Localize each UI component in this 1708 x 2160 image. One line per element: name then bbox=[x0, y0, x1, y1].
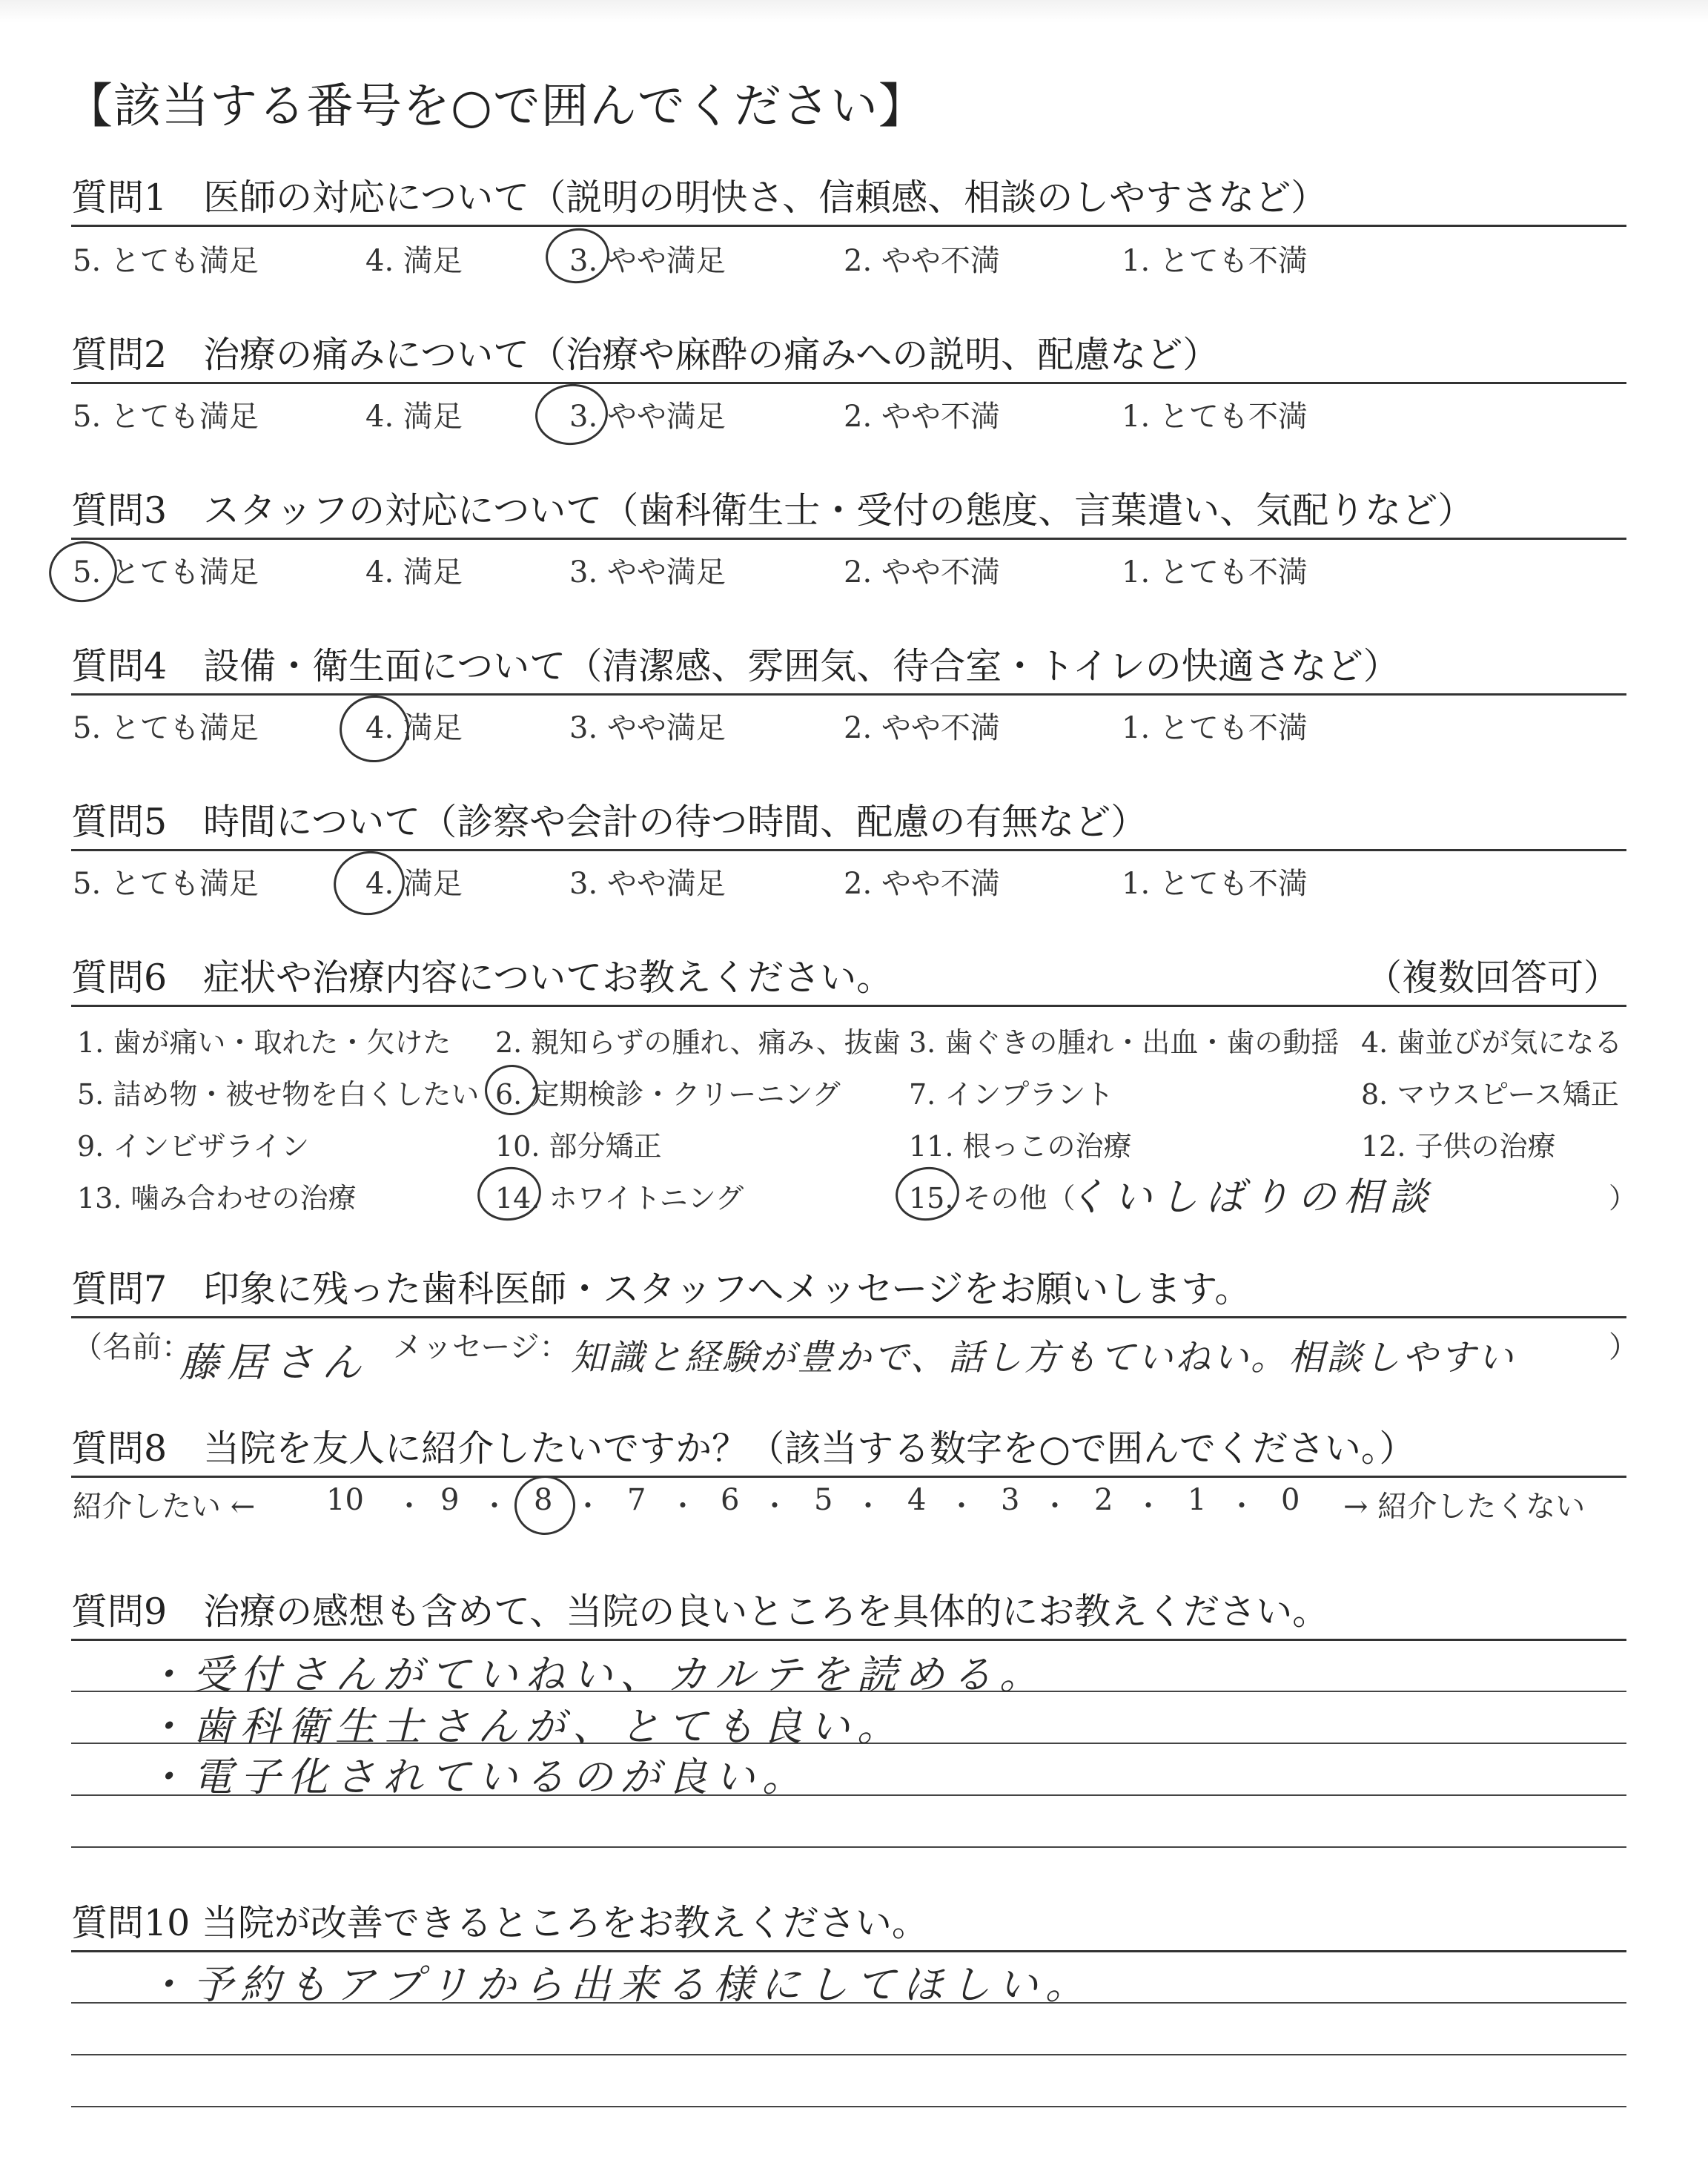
q6-item-6[interactable]: 6. 定期検診・クリーニング bbox=[495, 1078, 841, 1111]
q6-item-4[interactable]: 4. 歯並びが気になる bbox=[1361, 1026, 1623, 1059]
q6-item-1[interactable]: 1. 歯が痛い・取れた・欠けた bbox=[77, 1026, 451, 1059]
q8-scale-10[interactable]: 10 bbox=[326, 1483, 364, 1517]
q8-scale-8[interactable]: 8 bbox=[534, 1483, 553, 1517]
q2-option-2[interactable]: 2. やや不満 bbox=[844, 400, 1000, 434]
q4-option-3[interactable]: 3. やや満足 bbox=[569, 711, 726, 745]
q1-option-2[interactable]: 2. やや不満 bbox=[844, 244, 1000, 278]
q7-name-label: （名前： bbox=[73, 1330, 191, 1364]
q9-title: 質問9 治療の感想も含めて、当院の良いところを具体的にお教えください。 bbox=[71, 1591, 1329, 1633]
q7-rule bbox=[71, 1316, 1626, 1318]
q8-dot: ・ bbox=[1228, 1490, 1257, 1522]
q8-dot: ・ bbox=[761, 1490, 790, 1522]
q9-rule bbox=[71, 1639, 1626, 1641]
q3-option-1[interactable]: 1. とても不満 bbox=[1122, 555, 1308, 589]
q2-selection-circle bbox=[532, 380, 611, 449]
q3-rule bbox=[71, 538, 1626, 540]
q9-answer-3[interactable]: ・電子化されているのが良い。 bbox=[145, 1754, 810, 1800]
q8-dot: ・ bbox=[480, 1490, 509, 1522]
scan-top-band bbox=[0, 0, 1708, 22]
q8-scale-5[interactable]: 5 bbox=[814, 1483, 833, 1517]
q2-option-3[interactable]: 3. やや満足 bbox=[569, 400, 726, 434]
page-title: 【該当する番号を○で囲んでください】 bbox=[65, 79, 927, 134]
q3-option-5[interactable]: 5. とても満足 bbox=[73, 555, 259, 589]
q5-option-3[interactable]: 3. やや満足 bbox=[569, 867, 726, 901]
q4-option-1[interactable]: 1. とても不満 bbox=[1122, 711, 1308, 745]
q6-title: 質問6 症状や治療内容についてお教えください。 bbox=[71, 957, 893, 999]
q3-option-2[interactable]: 2. やや不満 bbox=[844, 555, 1000, 589]
q8-dot: ・ bbox=[1041, 1490, 1070, 1522]
q10-answer-line bbox=[71, 2054, 1626, 2055]
q9-answer-line bbox=[71, 1846, 1626, 1848]
q8-scale-1[interactable]: 1 bbox=[1188, 1483, 1207, 1517]
q5-selection-circle bbox=[328, 845, 409, 920]
q6-item-15[interactable]: 15. その他（ bbox=[909, 1182, 1076, 1215]
q8-dot: ・ bbox=[395, 1490, 424, 1522]
q8-scale-9[interactable]: 9 bbox=[440, 1483, 460, 1517]
q4-rule bbox=[71, 693, 1626, 696]
q5-rule bbox=[71, 849, 1626, 851]
q9-answer-2[interactable]: ・歯科衛生士さんが、とても良い。 bbox=[145, 1703, 904, 1750]
q8-scale-0[interactable]: 0 bbox=[1281, 1483, 1300, 1517]
q3-option-3[interactable]: 3. やや満足 bbox=[569, 555, 726, 589]
q6-rule bbox=[71, 1005, 1626, 1007]
q6-other-handwritten[interactable]: くいしばりの相談 bbox=[1068, 1175, 1436, 1220]
q9-answer-1[interactable]: ・受付さんがていねい、カルテを読める。 bbox=[145, 1651, 1047, 1698]
q5-option-1[interactable]: 1. とても不満 bbox=[1122, 867, 1308, 901]
q2-title: 質問2 治療の痛みについて（治療や麻酔の痛みへの説明、配慮など） bbox=[71, 334, 1219, 376]
q5-option-5[interactable]: 5. とても満足 bbox=[73, 867, 259, 901]
q8-title: 質問8 当院を友人に紹介したいですか？（該当する数字を○で囲んでください。） bbox=[71, 1427, 1416, 1470]
q1-title: 質問1 医師の対応について（説明の明快さ、信頼感、相談のしやすさなど） bbox=[71, 176, 1328, 219]
q8-scale-6[interactable]: 6 bbox=[721, 1483, 740, 1517]
q6-item-3[interactable]: 3. 歯ぐきの腫れ・出血・歯の動揺 bbox=[909, 1026, 1340, 1059]
q8-scale-2[interactable]: 2 bbox=[1094, 1483, 1113, 1517]
q6-item-14[interactable]: 14. ホワイトニング bbox=[495, 1182, 744, 1215]
q7-message-handwritten[interactable]: 知識と経験が豊かで、話し方もていねい。相談しやすい bbox=[571, 1337, 1516, 1378]
q8-selection-circle bbox=[512, 1473, 578, 1538]
q4-title: 質問4 設備・衛生面について（清潔感、雰囲気、待合室・トイレの快適さなど） bbox=[71, 645, 1400, 687]
q1-option-3[interactable]: 3. やや満足 bbox=[569, 244, 726, 278]
q3-option-4[interactable]: 4. 満足 bbox=[365, 555, 463, 589]
q4-option-4[interactable]: 4. 満足 bbox=[365, 711, 463, 745]
q6-item-13[interactable]: 13. 噛み合わせの治療 bbox=[77, 1182, 357, 1215]
q8-scale-7[interactable]: 7 bbox=[627, 1483, 646, 1517]
q1-option-5[interactable]: 5. とても満足 bbox=[73, 244, 259, 278]
q8-dot: ・ bbox=[947, 1490, 976, 1522]
q1-option-1[interactable]: 1. とても不満 bbox=[1122, 244, 1308, 278]
q10-rule bbox=[71, 1950, 1626, 1952]
q2-option-5[interactable]: 5. とても満足 bbox=[73, 400, 259, 434]
q6-item-8[interactable]: 8. マウスピース矯正 bbox=[1361, 1078, 1619, 1111]
q8-dot: ・ bbox=[669, 1490, 698, 1522]
q8-dot: ・ bbox=[1134, 1490, 1163, 1522]
q6-item-5[interactable]: 5. 詰め物・被せ物を白くしたい bbox=[77, 1078, 480, 1111]
q8-right-label: → 紹介したくない bbox=[1343, 1490, 1586, 1524]
q8-dot: ・ bbox=[574, 1490, 603, 1522]
q4-selection-circle bbox=[334, 690, 414, 768]
q5-title: 質問5 時間について（診察や会計の待つ時間、配慮の有無など） bbox=[71, 801, 1148, 843]
q8-scale-3[interactable]: 3 bbox=[1001, 1483, 1020, 1517]
q6-other-close-paren: ） bbox=[1609, 1182, 1638, 1215]
q8-scale-4[interactable]: 4 bbox=[907, 1483, 927, 1517]
q7-message-label: メッセージ： bbox=[393, 1330, 569, 1364]
q6-item-7[interactable]: 7. インプラント bbox=[909, 1078, 1114, 1111]
q10-title: 質問10 当院が改善できるところをお教えください。 bbox=[71, 1902, 928, 1944]
q8-left-label: 紹介したい ← bbox=[73, 1490, 256, 1524]
q6-note: （複数回答可） bbox=[1366, 957, 1621, 999]
q2-option-1[interactable]: 1. とても不満 bbox=[1122, 400, 1308, 434]
q5-option-2[interactable]: 2. やや不満 bbox=[844, 867, 1000, 901]
q8-rule bbox=[71, 1476, 1626, 1478]
q6-item-12[interactable]: 12. 子供の治療 bbox=[1361, 1130, 1556, 1163]
q7-name-handwritten[interactable]: 藤居さん bbox=[179, 1339, 369, 1386]
q3-selection-circle bbox=[44, 536, 122, 608]
q7-close-paren: ） bbox=[1609, 1330, 1638, 1364]
q6-item-2[interactable]: 2. 親知らずの腫れ、痛み、抜歯 bbox=[495, 1026, 901, 1059]
q10-answer-line bbox=[71, 2106, 1626, 2107]
q2-option-4[interactable]: 4. 満足 bbox=[365, 400, 463, 434]
q1-option-4[interactable]: 4. 満足 bbox=[365, 244, 463, 278]
q2-rule bbox=[71, 382, 1626, 384]
q4-option-5[interactable]: 5. とても満足 bbox=[73, 711, 259, 745]
q6-item-10[interactable]: 10. 部分矯正 bbox=[495, 1130, 662, 1163]
q1-rule bbox=[71, 225, 1626, 227]
q8-dot: ・ bbox=[854, 1490, 883, 1522]
q3-title: 質問3 スタッフの対応について（歯科衛生士・受付の態度、言葉遣い、気配りなど） bbox=[71, 489, 1474, 532]
q4-option-2[interactable]: 2. やや不満 bbox=[844, 711, 1000, 745]
q6-item-9[interactable]: 9. インビザライン bbox=[77, 1130, 310, 1163]
q10-answer-1[interactable]: ・予約もアプリから出来る様にしてほしい。 bbox=[145, 1961, 1093, 2008]
q5-option-4[interactable]: 4. 満足 bbox=[365, 867, 463, 901]
q6-item-11[interactable]: 11. 根っこの治療 bbox=[909, 1130, 1132, 1163]
q7-title: 質問7 印象に残った歯科医師・スタッフへメッセージをお願いします。 bbox=[71, 1268, 1251, 1310]
